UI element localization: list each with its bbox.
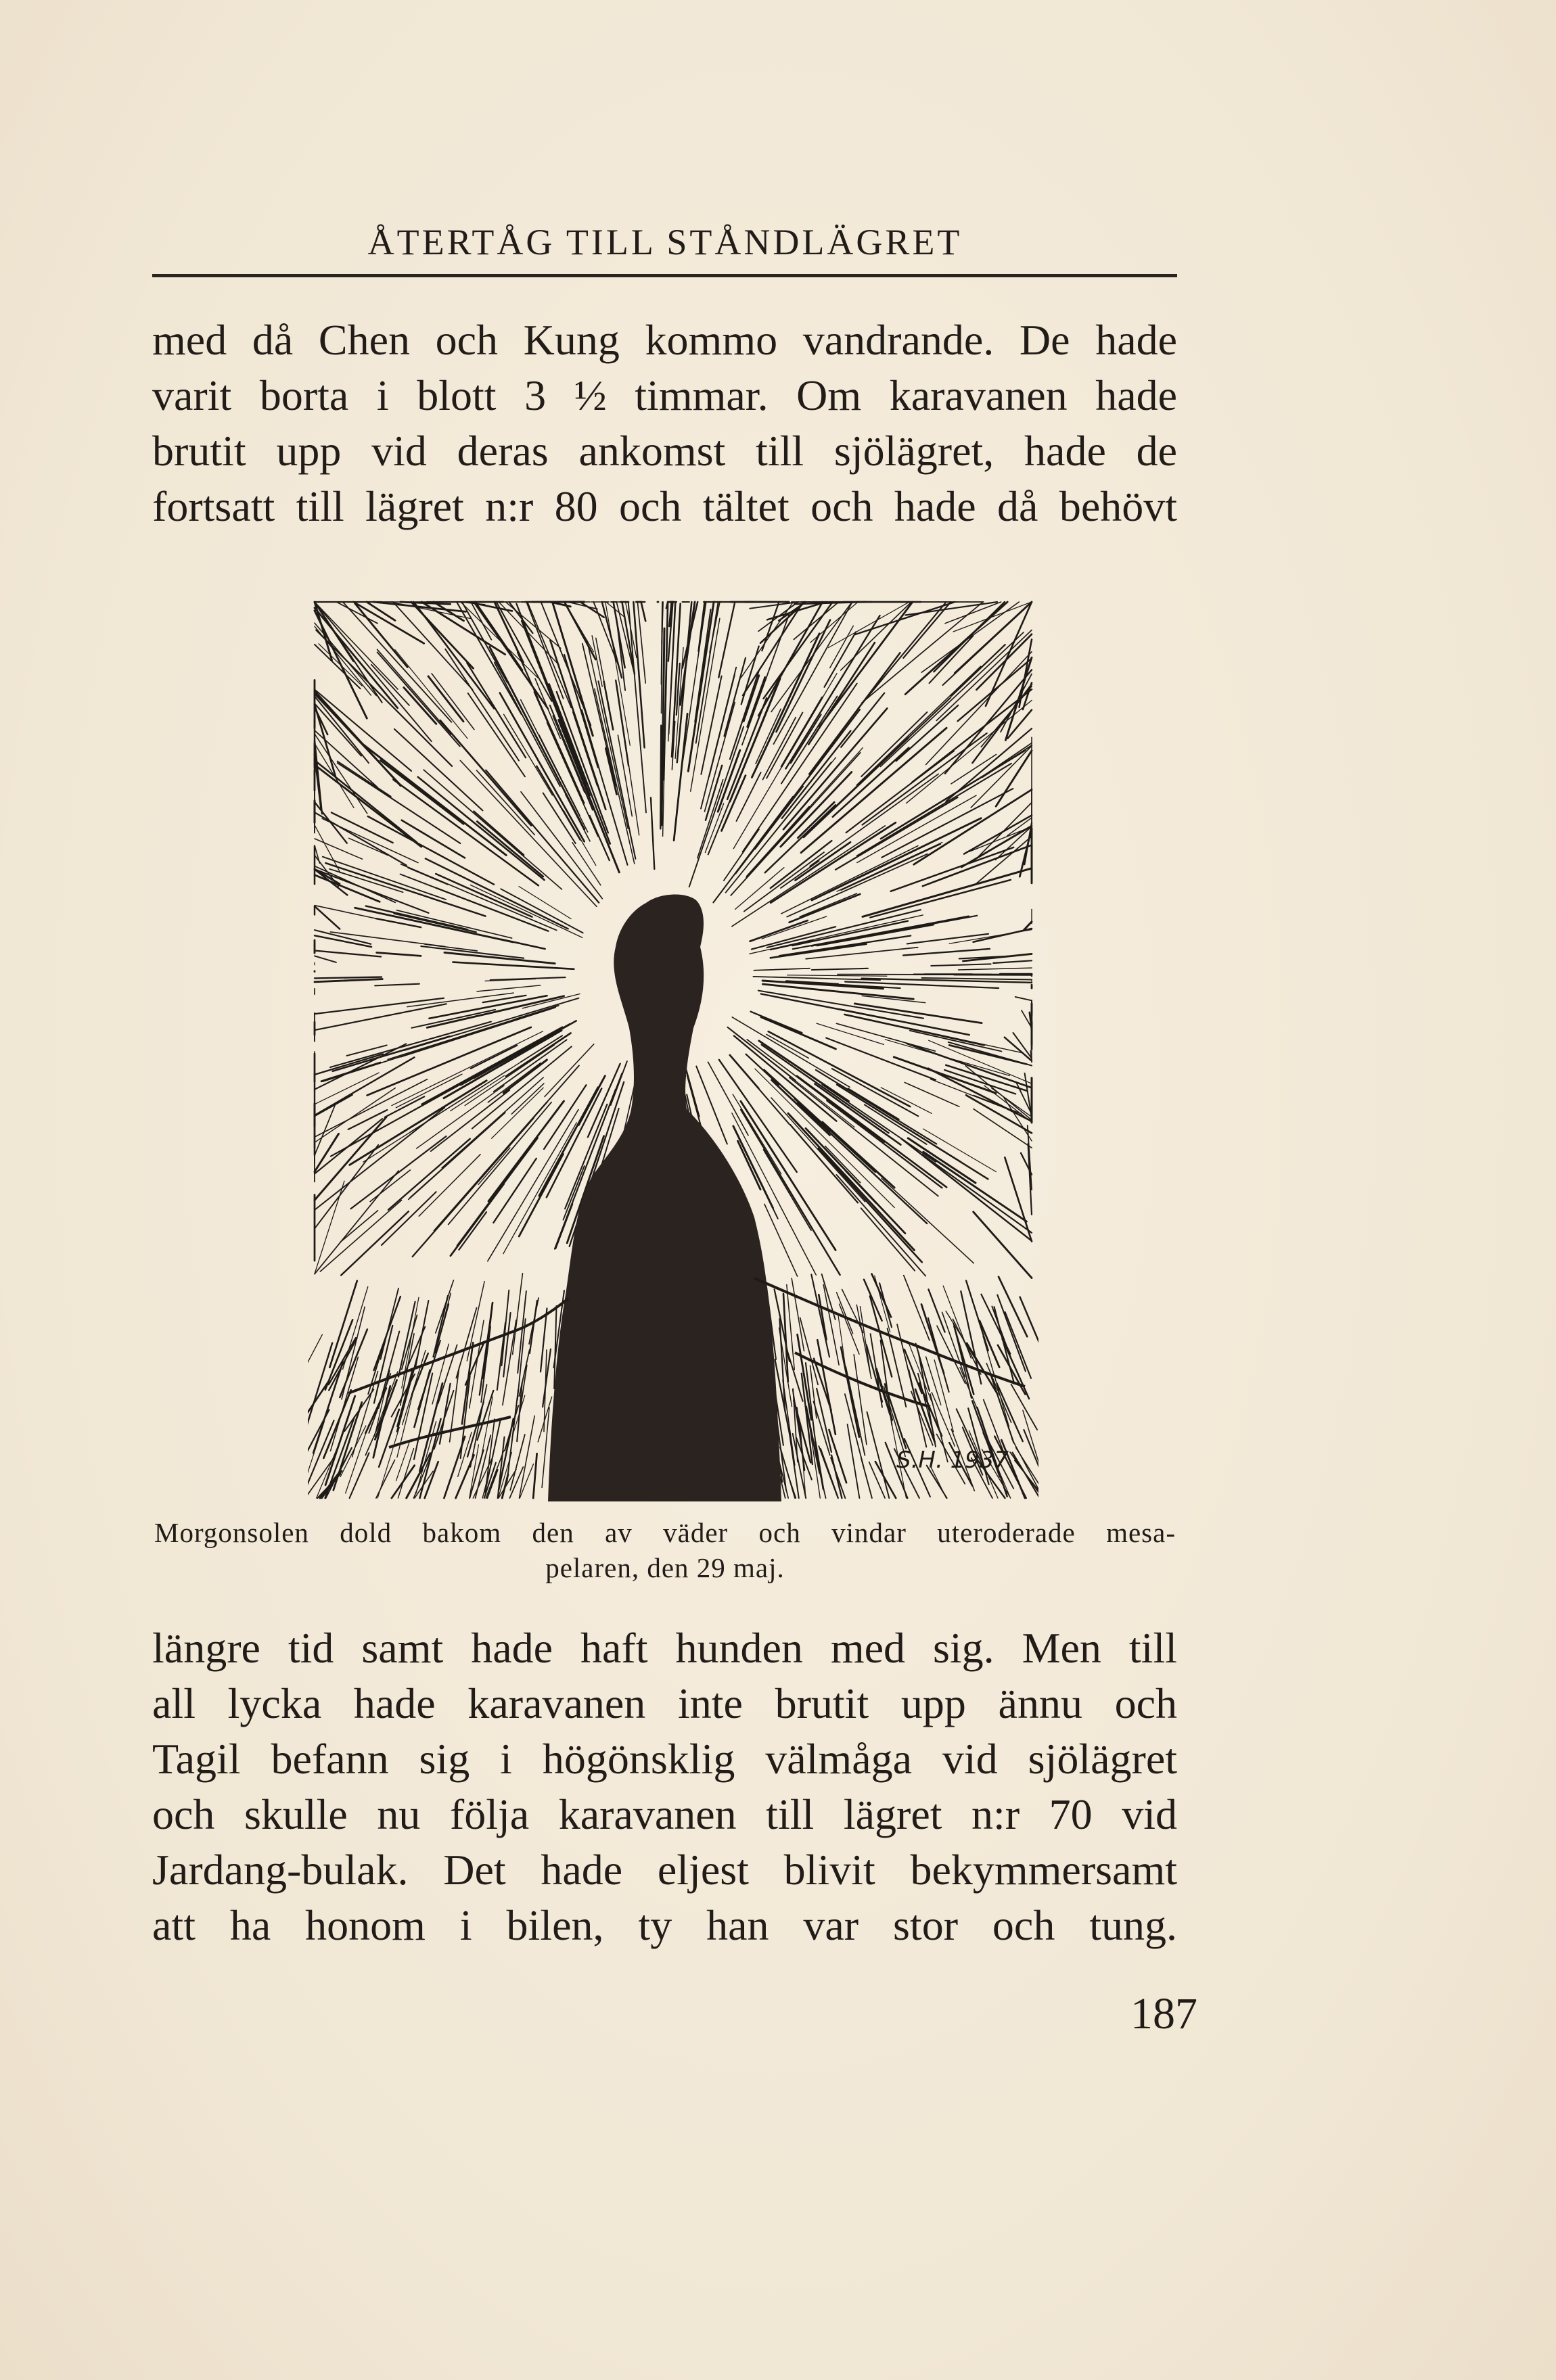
hatch-stroke [747, 1040, 884, 1142]
hatch-stroke [641, 602, 646, 621]
hatch-stroke [855, 602, 955, 634]
hatch-stroke [418, 1340, 440, 1409]
hatch-stroke [662, 602, 663, 714]
hatch-stroke [396, 910, 511, 938]
hatch-stroke [545, 1044, 594, 1097]
hatch-stroke [936, 630, 1032, 721]
hatch-stroke [798, 802, 834, 838]
text-line: all lycka hade karavanen inte brutit upp ännu och [152, 1679, 1177, 1727]
mesa-pillar [548, 895, 781, 1501]
hatch-stroke [699, 602, 705, 651]
hatch-stroke [860, 1307, 870, 1373]
hatch-stroke [801, 728, 946, 852]
hatch-stroke [461, 1376, 470, 1458]
hatch-stroke [846, 751, 954, 833]
hatch-stroke [651, 797, 654, 869]
hatch-stroke [986, 1363, 1011, 1423]
hatch-stroke [829, 863, 888, 892]
hatch-stroke [440, 720, 531, 825]
hatch-stroke [404, 688, 436, 724]
hatch-stroke [313, 1362, 343, 1453]
hatch-stroke [738, 1141, 761, 1190]
hatch-stroke [841, 1347, 859, 1437]
hatch-stroke [350, 1453, 369, 1498]
hatch-stroke [315, 839, 363, 859]
hatch-stroke [516, 1006, 559, 1019]
hatch-stroke [595, 689, 635, 864]
hatch-stroke [315, 1004, 447, 1030]
hatch-stroke [800, 893, 856, 916]
hatch-stroke [503, 1313, 510, 1377]
hatch-stroke [959, 968, 1032, 970]
hatch-stroke [922, 978, 1032, 980]
hatch-stroke [730, 1055, 759, 1088]
hatch-stroke [798, 1103, 927, 1223]
hatch-stroke [758, 991, 923, 1019]
hatch-stroke [315, 626, 371, 695]
hatch-stroke [750, 920, 808, 941]
hatch-stroke [315, 825, 340, 873]
hatch-stroke [706, 766, 722, 820]
hatch-stroke [381, 1288, 399, 1359]
mesa-pillar-illustration [308, 595, 1038, 1501]
hatch-stroke [445, 649, 519, 761]
text-line: med då Chen och Kung kommo vandrande. De hade [152, 316, 1177, 364]
hatch-stroke [773, 1193, 815, 1274]
hatch-stroke [674, 714, 687, 841]
hatch-stroke [993, 960, 1032, 963]
hatch-stroke [315, 956, 336, 962]
caption-line: Morgonsolen dold bakom den av väder och vindar uteroderade mesa- [154, 1517, 1176, 1548]
hatch-stroke [840, 1009, 969, 1035]
hatch-stroke [315, 1104, 336, 1156]
hatch-stroke [520, 1416, 535, 1498]
hatch-stroke [974, 1212, 1032, 1278]
artist-signature: S.H. 1937 [896, 1447, 1009, 1474]
hatch-stroke [766, 1034, 808, 1058]
hatch-stroke [315, 875, 380, 902]
hatch-stroke [354, 602, 424, 643]
hatch-stroke [990, 1374, 1013, 1443]
text-line: längre tid samt hade haft hunden med sig. Men till [152, 1624, 1177, 1672]
hatch-stroke [542, 1407, 549, 1487]
hatch-stroke [797, 1076, 946, 1187]
hatch-stroke [315, 1057, 415, 1115]
hatch-stroke [377, 953, 421, 956]
text-line: Jardang-bulak. Det hade eljest blivit bekymmersamt [152, 1846, 1177, 1894]
hatch-stroke [841, 844, 940, 890]
hatch-stroke [737, 772, 761, 821]
text-line: att ha honom i bilen, ty han var stor och tung. [152, 1901, 1177, 1949]
hatch-stroke [966, 1281, 988, 1351]
hatch-stroke [315, 1095, 352, 1116]
hatch-stroke [931, 964, 990, 966]
hatch-stroke [320, 1200, 401, 1272]
text-line: och skulle nu följa karavanen till lägret n:r 70 vid [152, 1790, 1177, 1838]
hatch-stroke [541, 602, 591, 725]
hatch-stroke [1001, 674, 1032, 732]
hatch-stroke [477, 822, 543, 877]
hatch-stroke [790, 894, 861, 923]
hatch-stroke [863, 868, 1032, 917]
hatch-stroke [696, 603, 718, 743]
hatch-stroke [996, 751, 1032, 806]
hatch-stroke [725, 658, 746, 737]
hatch-stroke [790, 1125, 858, 1203]
hatch-stroke [930, 636, 974, 683]
hatch-stroke [841, 602, 912, 670]
hatch-stroke [908, 1138, 976, 1183]
hatch-stroke [806, 1128, 905, 1233]
hatch-stroke [760, 1053, 855, 1127]
hatch-stroke [735, 868, 784, 910]
hatch-stroke [923, 1129, 996, 1172]
hatch-stroke [617, 685, 639, 835]
hatch-stroke [471, 885, 582, 938]
hatch-stroke [848, 1089, 899, 1120]
hatch-stroke [1005, 1157, 1032, 1241]
hatch-stroke [961, 826, 1032, 867]
hatch-stroke [482, 1327, 490, 1392]
hatch-stroke [921, 1305, 944, 1374]
hatch-stroke [436, 1280, 454, 1333]
hatch-stroke [315, 979, 382, 982]
hatch-stroke [812, 969, 868, 970]
text-line: Tagil befann sig i högönsklig välmåga vid sjölägret [152, 1735, 1177, 1783]
hatch-stroke [477, 985, 541, 991]
running-head: ÅTERTÅG TILL STÅNDLÄGRET [367, 222, 963, 262]
hatch-stroke [550, 705, 593, 810]
hatch-stroke [781, 697, 837, 784]
hatch-stroke [905, 1127, 961, 1162]
hatch-stroke [1005, 1037, 1032, 1061]
hatch-stroke [764, 1204, 798, 1276]
hatch-stroke [907, 701, 1032, 803]
hatch-stroke [837, 1292, 853, 1334]
hatch-stroke [870, 1296, 892, 1376]
hatch-stroke [1005, 1312, 1031, 1378]
hatch-stroke [881, 1340, 892, 1426]
hatch-stroke [875, 1462, 896, 1498]
hatch-stroke [316, 630, 452, 766]
hatch-stroke [501, 889, 582, 933]
hatch-stroke [434, 1296, 449, 1357]
hatch-stroke [315, 690, 411, 771]
hatch-stroke [829, 602, 910, 648]
text-line: fortsatt till lägret n:r 80 och tältet och hade då behövt [152, 482, 1177, 530]
hatch-stroke [861, 712, 927, 776]
hatch-stroke [755, 1069, 894, 1207]
hatch-stroke [375, 984, 419, 986]
hatch-stroke [914, 790, 1032, 865]
hatch-stroke [315, 602, 382, 703]
hatch-stroke [817, 1340, 836, 1434]
figure-caption [154, 1515, 1176, 1585]
hatch-stroke [409, 1113, 505, 1199]
hatch-stroke [905, 602, 1007, 695]
hatch-stroke [497, 1323, 505, 1390]
hatch-stroke [1020, 1297, 1038, 1370]
hatch-stroke [861, 1208, 915, 1271]
hatch-stroke [787, 975, 887, 976]
hatch-stroke [315, 1088, 395, 1143]
hatch-stroke [926, 1357, 941, 1405]
hatch-stroke [865, 1104, 927, 1144]
hatch-stroke [781, 846, 918, 914]
hatch-stroke [462, 1343, 473, 1424]
hatch-stroke [744, 852, 824, 911]
text-line: varit borta i blott 3 ½ timmar. Om karavanen hade [152, 371, 1177, 419]
hatch-stroke [718, 602, 735, 678]
hatch-stroke [844, 1014, 984, 1045]
hatch-stroke [331, 1357, 359, 1451]
hatch-stroke [315, 734, 367, 814]
hatch-stroke [831, 1457, 845, 1498]
hatch-stroke [871, 1334, 882, 1407]
hatch-stroke [519, 1350, 529, 1396]
hatch-stroke [533, 1453, 536, 1498]
hatch-stroke [882, 1178, 974, 1263]
paragraph-bottom [152, 1620, 1177, 1953]
hatch-stroke [519, 1154, 563, 1236]
hatch-stroke [685, 1065, 699, 1117]
hatch-stroke [823, 1285, 839, 1366]
hatch-stroke [467, 663, 526, 757]
hatch-stroke [421, 946, 524, 958]
hatch-stroke [848, 1424, 860, 1498]
hatch-stroke [811, 1274, 829, 1357]
text-line: brutit upp vid deras ankomst till sjölägret, hade de [152, 427, 1177, 475]
hatch-stroke [492, 1088, 544, 1138]
hatch-stroke [986, 602, 1032, 706]
hatch-stroke [459, 1212, 486, 1250]
hatch-stroke [395, 650, 467, 739]
hatch-stroke [856, 1305, 871, 1378]
hatch-stroke [580, 602, 604, 617]
hatch-stroke [1020, 640, 1032, 707]
hatch-stroke [999, 1277, 1027, 1337]
hatch-stroke [719, 1060, 797, 1172]
hatch-stroke [341, 1211, 409, 1275]
hatch-stroke [393, 602, 473, 690]
hatch-stroke [308, 1422, 324, 1498]
hatch-stroke [1015, 997, 1032, 1000]
hatch-stroke [315, 866, 395, 903]
hatch-stroke [355, 908, 513, 942]
hatch-stroke [616, 618, 625, 691]
hatch-stroke [315, 977, 382, 979]
hatch-stroke [798, 1334, 812, 1420]
hatch-stroke [923, 1152, 1027, 1221]
hatch-stroke [308, 1334, 322, 1382]
hatch-stroke [905, 1083, 959, 1107]
hatch-stroke [765, 805, 836, 872]
page-number: 187 [1130, 1989, 1197, 2038]
hatch-stroke [315, 802, 347, 843]
hatch-stroke [412, 1010, 496, 1028]
hatch-stroke [837, 1175, 926, 1276]
hatch-stroke [842, 1290, 863, 1333]
hatch-stroke [867, 1412, 890, 1498]
hatch-stroke [1013, 1033, 1032, 1058]
hatch-stroke [819, 602, 913, 727]
hatch-stroke [503, 1123, 576, 1254]
hatch-stroke [922, 1154, 1032, 1233]
hatch-stroke [826, 1038, 936, 1080]
hatch-stroke [330, 1022, 491, 1067]
hatch-stroke [751, 1012, 802, 1033]
hatch-stroke [564, 602, 593, 652]
hatch-stroke [903, 949, 990, 956]
hatch-stroke [451, 1076, 505, 1111]
hatch-stroke [315, 1044, 406, 1089]
hatch-stroke [923, 845, 1032, 887]
hatch-stroke [436, 874, 532, 917]
hatch-stroke [511, 1083, 544, 1114]
hatch-stroke [869, 1462, 885, 1498]
hatch-stroke [315, 998, 444, 1014]
hatch-stroke [419, 1154, 480, 1216]
caption-line: pelaren, den 29 maj. [545, 1552, 785, 1583]
hatch-stroke [864, 1280, 882, 1321]
hatch-stroke [791, 715, 821, 764]
hatch-stroke [315, 1073, 379, 1104]
hatch-stroke [754, 969, 810, 971]
hatch-stroke [753, 1167, 778, 1219]
hatch-stroke [315, 951, 381, 957]
hatch-stroke [800, 1317, 819, 1384]
paragraph-top [152, 312, 1177, 534]
hatch-stroke [870, 880, 1011, 918]
hatch-stroke [822, 1085, 936, 1162]
hatch-stroke [417, 1086, 505, 1148]
hatch-stroke [414, 602, 495, 709]
hatch-stroke [544, 1085, 586, 1149]
hatch-stroke [477, 770, 535, 835]
hatch-stroke [315, 602, 432, 741]
hatch-stroke [380, 760, 463, 824]
hatch-stroke [904, 1276, 930, 1340]
hatch-stroke [752, 634, 819, 778]
hatch-stroke [766, 713, 802, 778]
hatch-stroke [315, 1119, 382, 1173]
hatch-stroke [709, 675, 735, 776]
hatch-stroke [368, 816, 494, 885]
hatch-stroke [793, 1389, 798, 1462]
hatch-stroke [426, 859, 568, 929]
hatch-stroke [819, 1294, 826, 1339]
header-rule [152, 274, 1177, 277]
hatch-stroke [730, 672, 759, 760]
